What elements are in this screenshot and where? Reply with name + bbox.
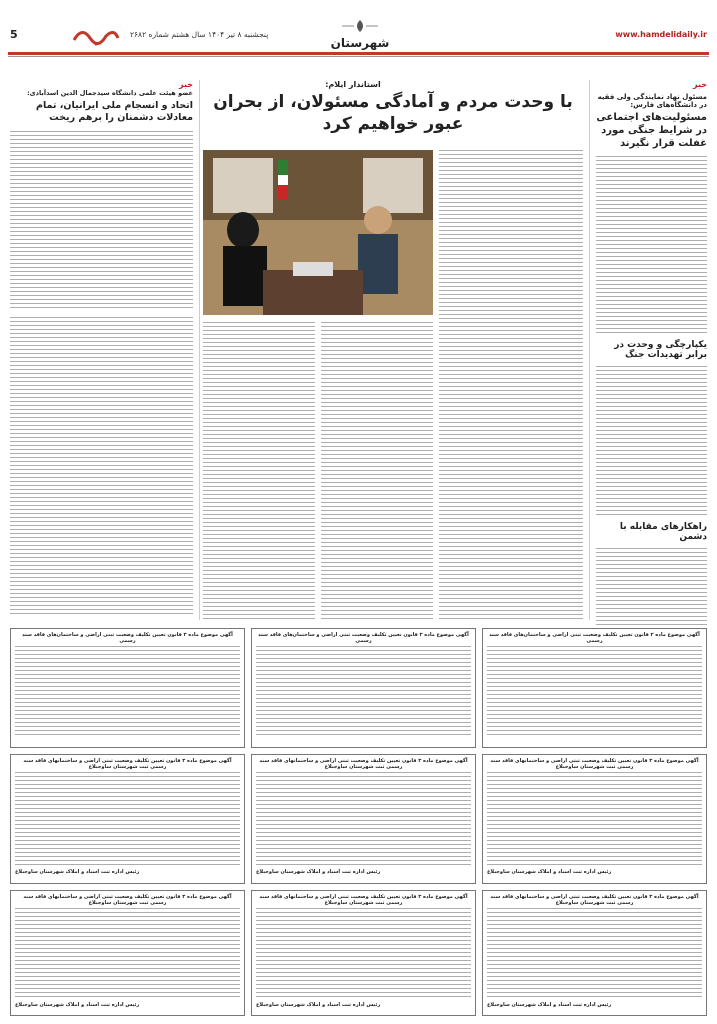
article-title: مسئولیت‌های اجتماعی در شرایط جنگی مورد غفلت قرار نگیرند: [596, 112, 707, 149]
right-column-article: [589, 80, 707, 620]
notice-box: آگهی موضوع ماده ۳ قانون تعیین تکلیف وضعیت ثبتی اراضی و ساختمان‌های فاقد سند رسمی: [482, 628, 707, 748]
left-body-1: [10, 131, 193, 311]
page-number: 5: [10, 28, 18, 41]
left-column-article: [10, 80, 200, 620]
site-url[interactable]: www.hamdelidaily.ir: [615, 30, 707, 39]
left-body-2: [10, 317, 193, 617]
header-rule: [8, 52, 709, 55]
legal-notices: [10, 628, 707, 1018]
center-kicker: استاندار ایلام:: [325, 80, 381, 89]
article-body: [596, 156, 707, 334]
center-body-left: [203, 322, 315, 620]
article-body-2: [596, 366, 707, 516]
section-title: شهرستان: [330, 36, 390, 50]
section-header: [320, 18, 400, 50]
notice-box: آگهی موضوع ماده ۳ قانون تعیین تکلیف وضعیت ثبتی اراضی و ساختمانهای فاقد سند رسمی ثبت شهرستان ساوجبلاغ رئیس اداره ثبت اسناد و املاک شهرستان ساوجبلاغ: [482, 754, 707, 884]
notice-box: آگهی موضوع ماده ۳ قانون تعیین تکلیف وضعیت ثبتی اراضی و ساختمان‌های فاقد سند رسمی: [10, 628, 245, 748]
notice-box: آگهی موضوع ماده ۳ قانون تعیین تکلیف وضعیت ثبتی اراضی و ساختمانهای فاقد سند رسمی ثبت شهرستان ساوجبلاغ رئیس اداره ثبت اسناد و املاک شهرستان ساوجبلاغ: [10, 890, 245, 1016]
center-title: با وحدت مردم و آمادگی مسئولان، از بحران عبور خواهیم کرد: [213, 92, 573, 135]
newspaper-logo: [70, 22, 122, 50]
article-subhead-2: راهکارهای مقابله با دشمن: [619, 522, 707, 542]
news-label: خبر: [692, 80, 707, 89]
notice-box: آگهی موضوع ماده ۳ قانون تعیین تکلیف وضعیت ثبتی اراضی و ساختمانهای فاقد سند رسمی ثبت شهرستان ساوجبلاغ رئیس اداره ثبت اسناد و املاک شهرستان ساوجبلاغ: [251, 754, 476, 884]
left-title: اتحاد و انسجام ملی ایرانیان، تمام معادلات دشمنان را برهم ریخت: [36, 100, 193, 124]
center-body-right: [439, 150, 583, 620]
center-article: [203, 80, 583, 620]
interview-photo: [203, 150, 433, 315]
notice-box: آگهی موضوع ماده ۳ قانون تعیین تکلیف وضعیت ثبتی اراضی و ساختمانهای فاقد سند رسمی ثبت شهرستان ساوجبلاغ رئیس اداره ثبت اسناد و املاک شهرستان ساوجبلاغ: [251, 890, 476, 1016]
masthead: [0, 0, 717, 58]
header-rule-thin: [8, 56, 709, 57]
article-body-3: [596, 548, 707, 628]
issue-date-line: پنجشنبه ۸ تیر ۱۴۰۴ سال هشتم شماره ۲۶۸۲: [130, 30, 269, 39]
notice-box: آگهی موضوع ماده ۳ قانون تعیین تکلیف وضعیت ثبتی اراضی و ساختمانهای فاقد سند رسمی ثبت شهرستان ساوجبلاغ رئیس اداره ثبت اسناد و املاک شهرستان ساوجبلاغ: [10, 754, 245, 884]
notice-box: آگهی موضوع ماده ۳ قانون تعیین تکلیف وضعیت ثبتی اراضی و ساختمان‌های فاقد سند رسمی: [251, 628, 476, 748]
left-kicker: عضو هیئت علمی دانشگاه سیدجمال الدین اسدآبادی:: [27, 89, 193, 97]
center-body-mid: [321, 322, 433, 620]
article-kicker: مسئول نهاد نمایندگی ولی فقیه در دانشگاه‌های فارس:: [597, 93, 707, 109]
article-subhead: یکپارچگی و وحدت در برابر تهدیدات جنگ: [614, 340, 707, 360]
news-label-left: خبر: [178, 80, 193, 89]
notice-box: آگهی موضوع ماده ۳ قانون تعیین تکلیف وضعیت ثبتی اراضی و ساختمانهای فاقد سند رسمی ثبت شهرستان ساوجبلاغ رئیس اداره ثبت اسناد و املاک شهرستان ساوجبلاغ: [482, 890, 707, 1016]
ornament-icon: [320, 18, 400, 34]
